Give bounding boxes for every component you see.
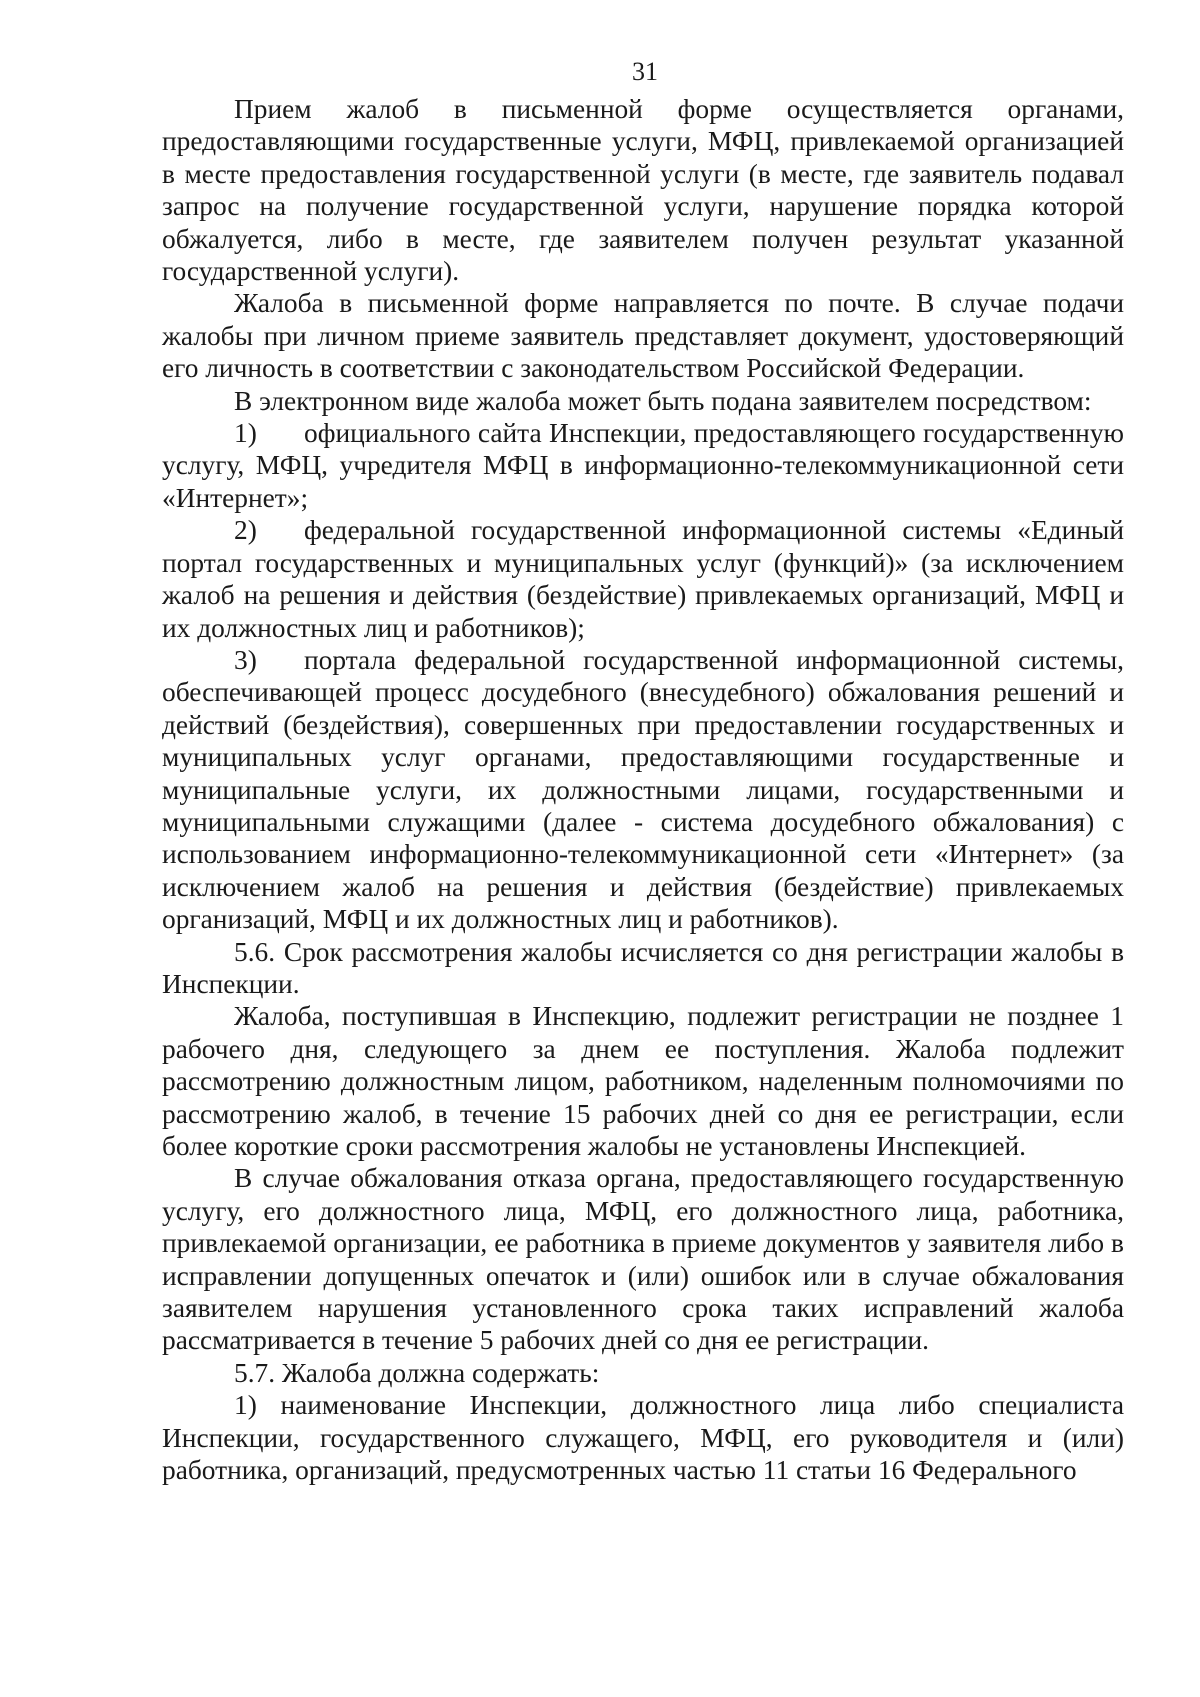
list-item <box>162 514 1124 644</box>
list-item <box>162 1389 1124 1486</box>
paragraph: Жалоба в письменной форме направляется по почте. В случае подачи жалобы при личном приеме заявитель представляет документ, удостоверяющий его личность в соответствии с законодательством Российской Федерации. <box>162 288 1124 384</box>
list-item-number: 1) <box>234 418 257 449</box>
paragraph: В случае обжалования отказа органа, предоставляющего государственную услугу, его должностного лица, МФЦ, его должностного лица, работника, привлекаемой организации, ее работника в приеме документов у заявителя либо в исправлении допущенных опечаток и (или) ошибок или в случае обжалования заявителем нарушения установленного срока таких исправлений жалоба рассматривается в течение 5 рабочих дней со дня ее регистрации. <box>162 1163 1124 1356</box>
list-item-number: 3) <box>234 644 257 675</box>
list-item-number: 1) <box>234 1390 257 1421</box>
paragraph: Прием жалоб в письменной форме осуществляется органами, предоставляющими государственные услуги, МФЦ, привлекаемой организацией в месте предоставления государственной услуги (в месте, где заявитель подавал запрос на получение государственной услуги, нарушение порядка которой обжалуется, либо в месте, где заявителем получен результат указанной государственной услуги). <box>162 94 1124 287</box>
list-item <box>162 644 1124 936</box>
paragraph: 5.7. Жалоба должна содержать: <box>234 1357 600 1388</box>
paragraph: Жалоба, поступившая в Инспекцию, подлежит регистрации не позднее 1 рабочего дня, следующего за днем ее поступления. Жалоба подлежит рассмотрению должностным лицом, работником, наделенным полномочиями по рассмотрению жалоб, в течение 15 рабочих дней со дня ее регистрации, если более короткие сроки рассмотрения жалобы не установлены Инспекцией. <box>162 1001 1124 1161</box>
list-item-text: федеральной государственной информационной системы «Единый портал государственных и муниципальных услуг (функций)» (за исключением жалоб на решения и действия (бездействие) привлекаемых организаций, МФЦ и их должностных лиц и работников); <box>162 515 1124 643</box>
list-item-text: официального сайта Инспекции, предоставляющего государственную услугу, МФЦ, учредителя МФЦ в информационно-телекоммуникационной сети «Интернет»; <box>162 418 1124 513</box>
list-item-text: наименование Инспекции, должностного лица либо специалиста Инспекции, государственного служащего, МФЦ, его руководителя и (или) работника, организаций, предусмотренных частью 11 статьи 16 Федерального <box>162 1390 1124 1486</box>
list-item <box>162 417 1124 514</box>
paragraph: В электронном виде жалоба может быть подана заявителем посредством: <box>234 385 1092 416</box>
paragraph: 5.6. Срок рассмотрения жалобы исчисляется со дня регистрации жалобы в Инспекции. <box>162 936 1124 999</box>
list-item-number: 2) <box>234 515 257 546</box>
page-number: 31 <box>632 57 658 86</box>
document-body <box>162 93 1124 1486</box>
list-item-text: портала федеральной государственной информационной системы, обеспечивающей процесс досудебного (внесудебного) обжалования решений и действий (бездействия), совершенных при предоставлении государственных и муниципальных услуг органами, предоставляющими государственные и муниципальные услуги, их должностными лицами, государственными и муниципальными служащими (далее - система досудебного обжалования) с использованием информационно-телекоммуникационной сети «Интернет» (за исключением жалоб на решения и действия (бездействие) привлекаемых организаций, МФЦ и их должностных лиц и работников). <box>162 644 1124 935</box>
